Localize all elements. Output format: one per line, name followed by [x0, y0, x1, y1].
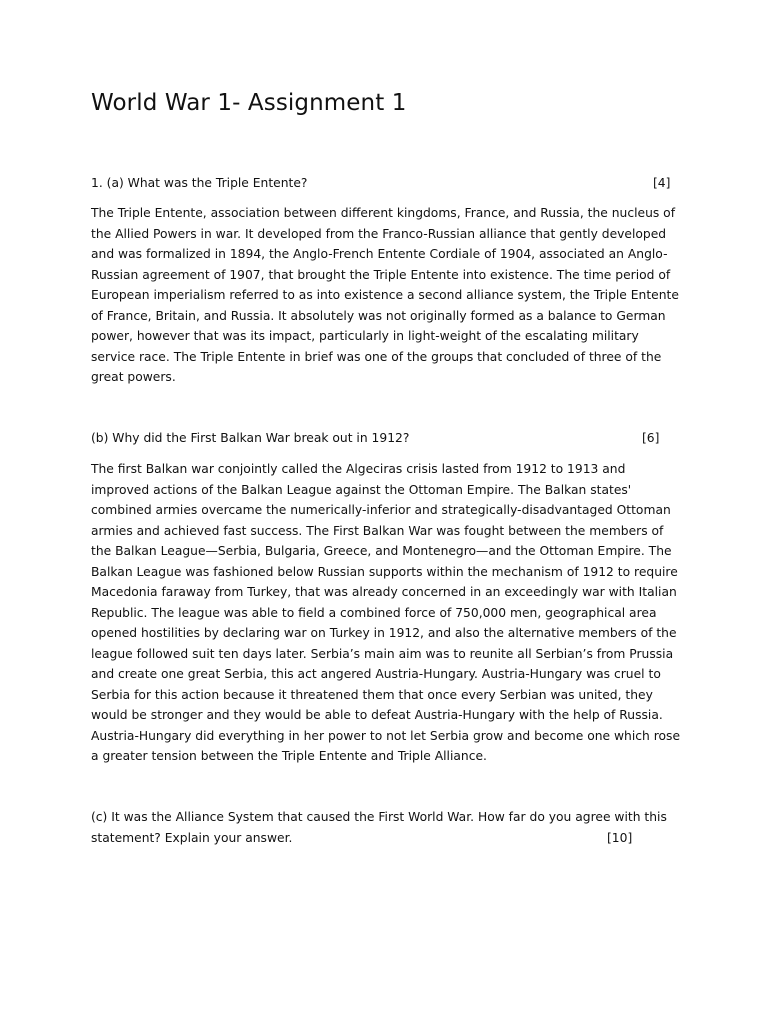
- question-1a-answer: The Triple Entente, association between different kingdoms, France, and Russia, the nucleus of the Allied Powers in war. It developed from the Franco-Russian alliance that gently developed and was formalized in 1894, the Anglo-French Entente Cordiale of 1904, associated an Anglo-Russian agreement of 1907, that brought the Triple Entente into existence. The time period of European imperialism referred to as into existence a second alliance system, the Triple Entente of France, Britain, and Russia. It absolutely was not originally formed as a balance to German power, however that was its impact, particularly in light-weight of the escalating military service race. The Triple Entente in brief was one of the groups that concluded of three of the great powers.: [91, 206, 679, 384]
- question-1c-line-2-row: [91, 828, 671, 849]
- question-1b-prompt: (b) Why did the First Balkan War break out in 1912?: [91, 431, 410, 445]
- question-1b-answer: The first Balkan war conjointly called the Algeciras crisis lasted from 1912 to 1913 and improved actions of the Balkan League against the Ottoman Empire. The Balkan states' combined armies overcame the numerically-inferior and strategically-disadvantaged Ottoman armies and achieved fast success. The First Balkan War was fought between the members of the Balkan League—Serbia, Bulgaria, Greece, and Montenegro—and the Ottoman Empire. The Balkan League was fashioned below Russian supports within the mechanism of 1912 to require Macedonia faraway from Turkey, that was already concerned in an exceedingly war with Italian Republic. The league was able to field a combined force of 750,000 men, geographical area opened hostilities by declaring war on Turkey in 1912, and also the alternative members of the league followed suit ten days later. Serbia’s main aim was to reunite all Serbian’s from Prussia and create one great Serbia, this act angered Austria-Hungary. Austria-Hungary was cruel to Serbia for this action because it threatened them that once every Serbian was united, they would be stronger and they would be able to defeat Austria-Hungary with the help of Russia. Austria-Hungary did everything in her power to not let Serbia grow and become one which rose a greater tension between the Triple Entente and Triple Alliance.: [91, 462, 681, 763]
- question-1a-marks: [4]: [653, 176, 671, 190]
- page-title: World War 1- Assignment 1: [91, 90, 407, 116]
- question-1a-prompt: 1. (a) What was the Triple Entente?: [91, 176, 308, 190]
- question-1c-line-2: statement? Explain your answer.: [91, 830, 293, 845]
- question-1c-marks: [10]: [607, 830, 633, 845]
- question-1c-line-1: (c) It was the Alliance System that caused the First World War. How far do you agree with this: [91, 810, 667, 824]
- question-1c-prompt: [91, 807, 671, 848]
- question-1b-marks: [6]: [642, 431, 660, 445]
